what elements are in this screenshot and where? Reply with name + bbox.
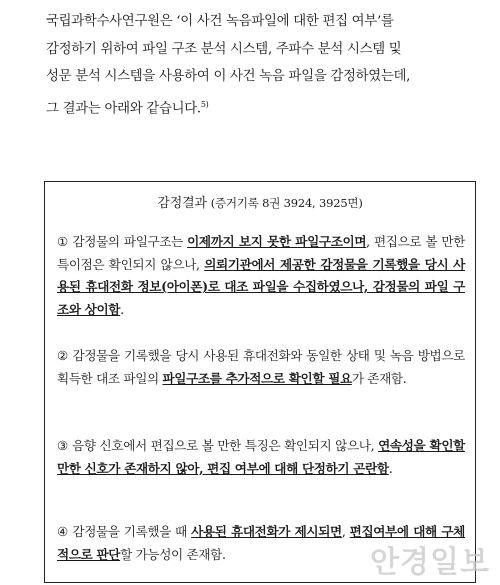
item-text: . <box>120 301 124 317</box>
intro-line-4-text: 그 결과는 아래와 같습니다. <box>46 100 201 116</box>
item-emphasis: 편집여부에 대해 구체적으로 판단 <box>57 524 465 562</box>
box-title <box>45 192 475 211</box>
intro-paragraph <box>46 8 474 122</box>
item-text: 감정물을 기록했을 당시 사용된 휴대전화와 동일한 상태 및 녹음 방법으로 획득한 대조 파일의 <box>57 348 465 386</box>
item-emphasis: 이제까지 보지 못한 파일구조이며 <box>187 234 367 249</box>
item-text: 할 가능성이 존재함. <box>120 546 226 562</box>
item-text: . <box>388 460 393 476</box>
item-text: 가 존재함. <box>351 370 407 386</box>
item-emphasis: 의뢰기관에서 제공한 감정물을 기록했을 당시 사용된 휴대전화 정보(아이폰)로 대조 파일을 수집하였으나, 감정물의 파일 구조와 상이함 <box>57 256 465 317</box>
item-number: ② <box>57 348 69 363</box>
result-item-2 <box>57 345 465 390</box>
newspaper-watermark: 안경일보 <box>370 545 490 580</box>
item-text: 감정물의 파일구조는 <box>72 234 188 249</box>
result-item-3 <box>57 435 465 480</box>
item-text: 음향 신호에서 편집으로 볼 만한 특징은 확인되지 않으나, <box>72 438 379 453</box>
item-emphasis: 사용된 휴대전화가 제시되면 <box>191 524 342 539</box>
item-text: 감정물을 기록했을 때 <box>72 524 192 539</box>
item-emphasis: 연속성을 확인할 만한 신호가 존재하지 않아, 편집 여부에 대해 단정하기 곤란함 <box>57 438 465 476</box>
box-title-main: 감정결과 <box>157 196 207 211</box>
item-number: ④ <box>57 524 69 539</box>
item-number: ① <box>57 234 69 249</box>
item-text: , <box>341 524 350 539</box>
intro-line-3: 성문 분석 시스템을 사용하여 이 사건 녹음 파일을 감정하였는데, <box>46 69 411 84</box>
item-number: ③ <box>57 438 69 453</box>
footnote-ref: 5) <box>200 99 209 109</box>
appraisal-result-box <box>44 181 476 583</box>
intro-line-4 <box>46 91 474 123</box>
item-text: , 편집으로 볼 만한 특이점은 확인되지 않으나, <box>57 234 465 272</box>
box-title-source: (증거기록 8권 3924, 3925면) <box>210 196 363 210</box>
item-emphasis: 파일구조를 추가적으로 확인할 필요 <box>162 370 352 386</box>
result-item-1 <box>57 231 465 321</box>
intro-line-1: 국립과학수사연구원은 ‘이 사건 녹음파일에 대한 편집 여부’를 <box>46 14 394 29</box>
intro-line-2: 감정하기 위하여 파일 구조 분석 시스템, 주파수 분석 시스템 및 <box>46 41 402 57</box>
